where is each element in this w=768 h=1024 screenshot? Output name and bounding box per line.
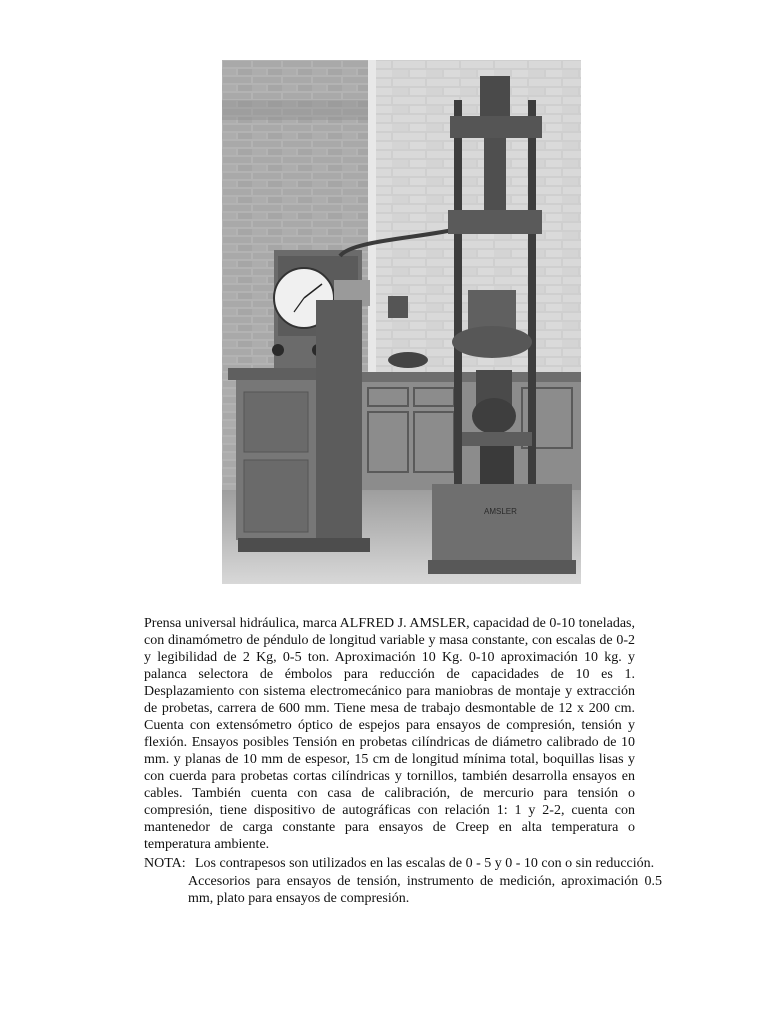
- note-first-line: [144, 855, 664, 873]
- note-continuation: Accesorios para ensayos de tensión, instrumento de medición, aproximación 0.5 mm, plato para ensayos de compresión.: [188, 873, 662, 906]
- note-block: [144, 855, 664, 908]
- note-line1-text: Los contrapesos son utilizados en las escalas de 0 - 5 y 0 - 10 con o sin reducción.: [195, 856, 655, 871]
- machine-photo: [222, 60, 581, 584]
- note-label: NOTA:: [144, 856, 186, 871]
- description-paragraph: Prensa universal hidráulica, marca ALFRED J. AMSLER, capacidad de 0-10 toneladas, con dinamómetro de péndulo de longitud variable y masa constante, con escalas de 0-2 y legibilidad de 2 Kg, 0-5 ton. Aproximación 10 Kg. 0-10 aproximación 10 kg. y palanca selectora de émbolos para reducción de capacidades de 10 es 1. Desplazamiento con sistema electromecánico para maniobras de montaje y extracción de probetas, carrera de 600 mm. Tiene mesa de trabajo desmontable de 12 x 200 cm. Cuenta con extensómetro óptico de espejos para ensayos de compresión, tensión y flexión. Ensayos posibles Tensión en probetas cilíndricas de diámetro calibrado de 10 mm. y planas de 10 mm de espesor, 15 cm de longitud mínima total, boquillas lisas y con cuerda para probetas cortas cilíndricas y tornillos, también desarrolla ensayos en cables. También cuenta con casa de calibración, de mercurio para tensión o compresión, tiene dispositivo de autográficas con relación 1: 1 y 2-2, cuenta con mantenedor de carga constante para ensayos de Creep en alta temperatura o temperatura ambiente.: [144, 616, 635, 852]
- machine-plate-text: AMSLER: [484, 507, 517, 516]
